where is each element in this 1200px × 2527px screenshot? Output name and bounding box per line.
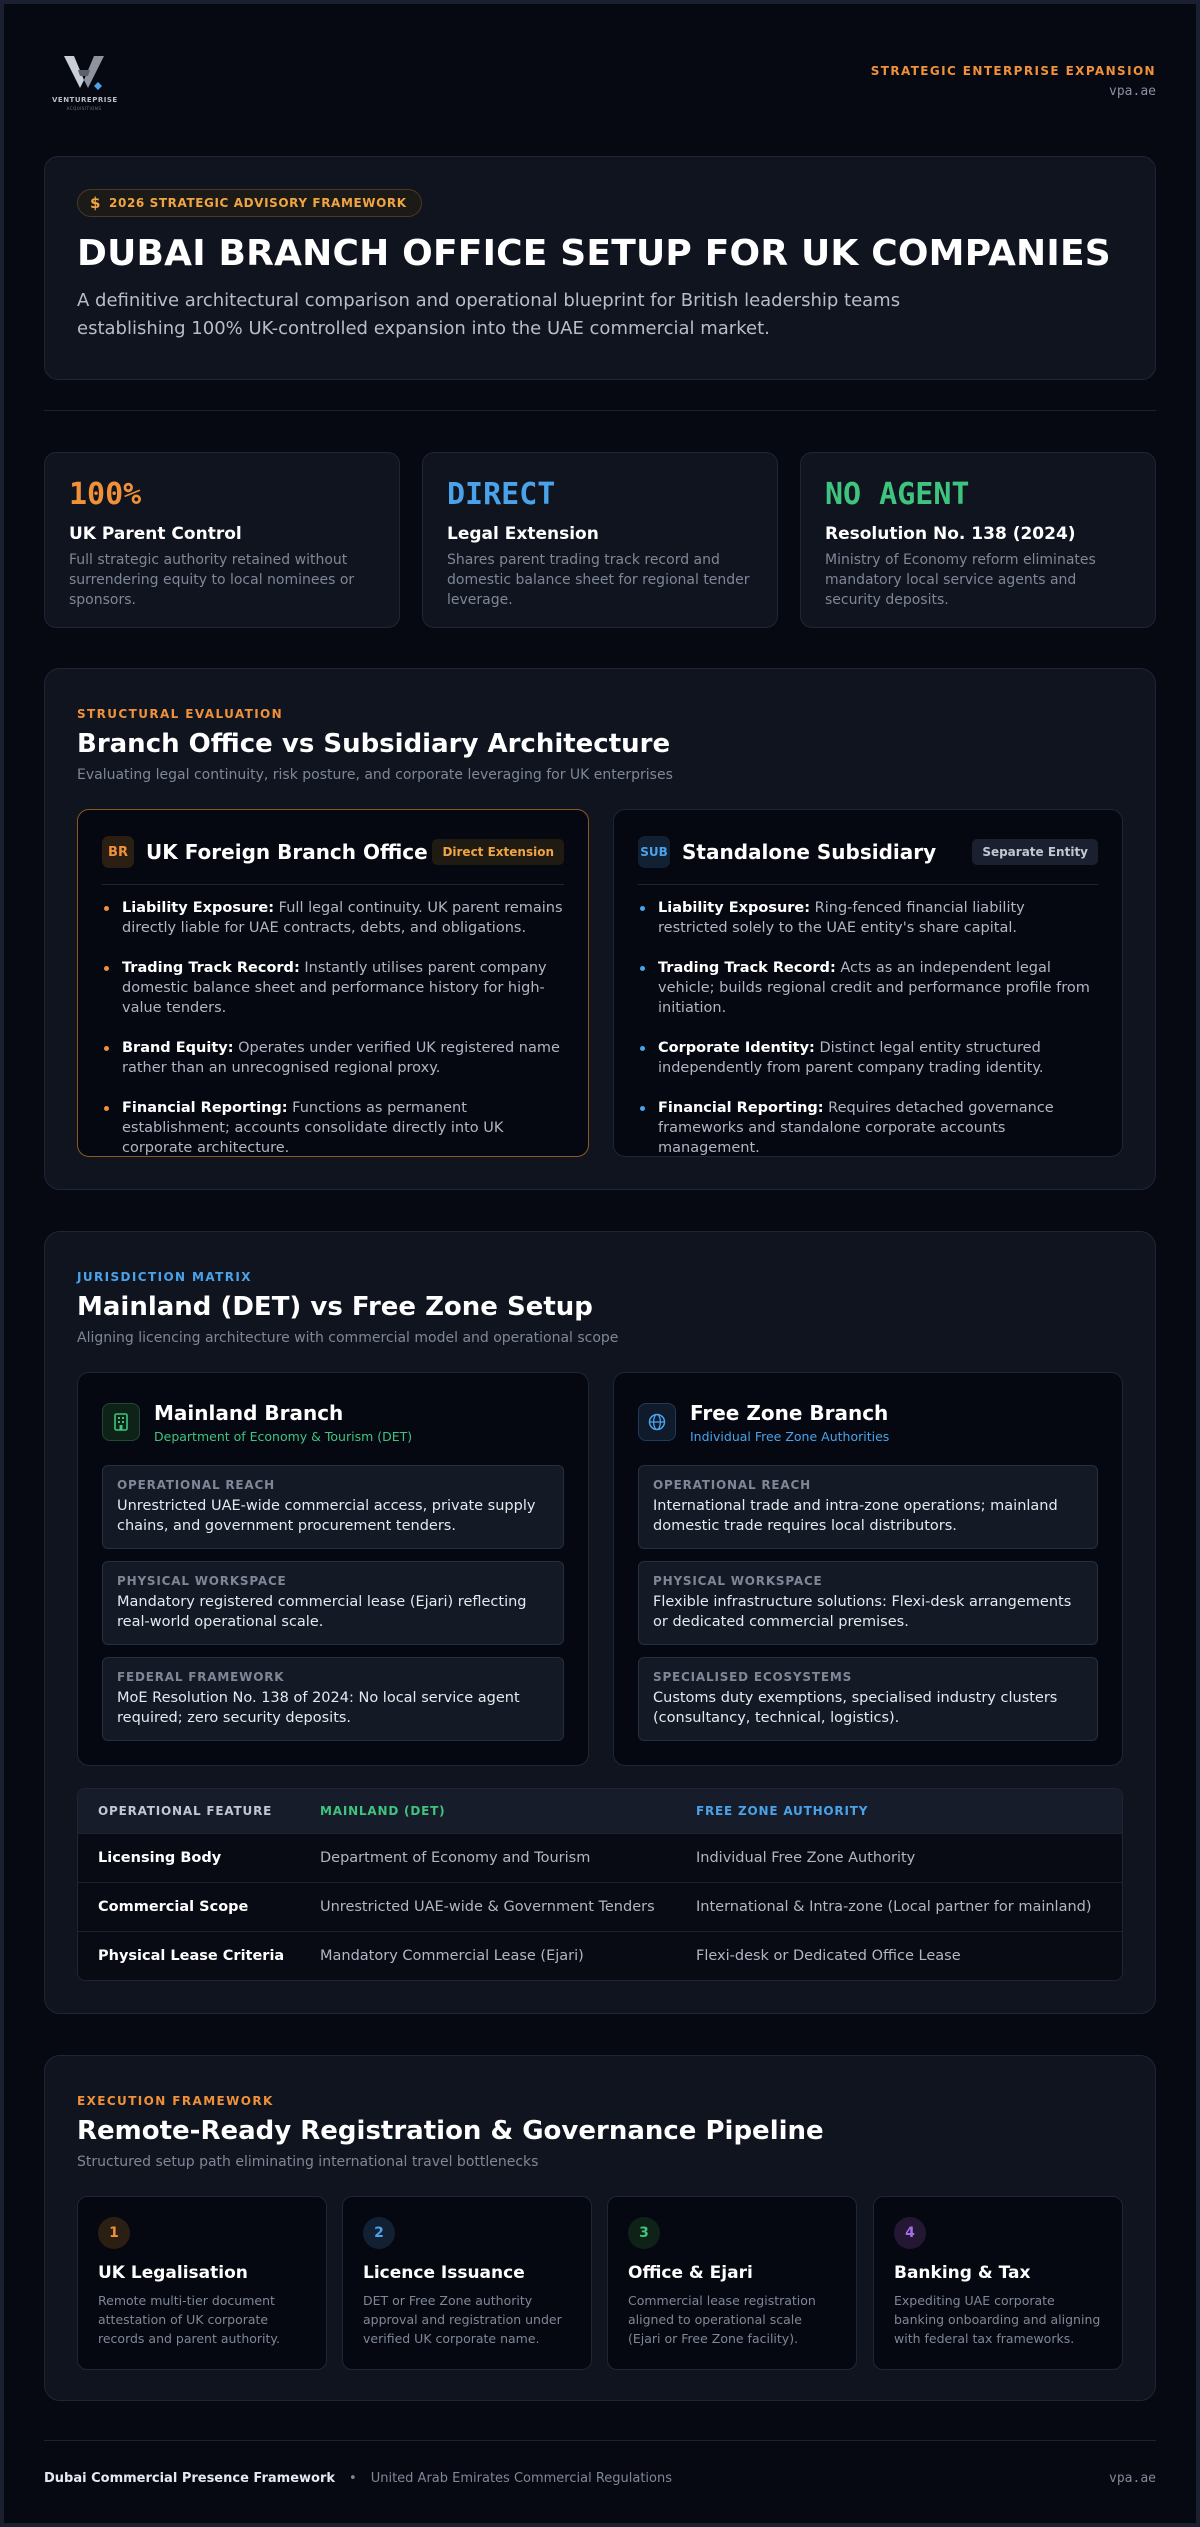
- card-header: [638, 834, 1098, 870]
- direct-extension-tag: Direct Extension: [432, 839, 564, 865]
- info-box: [638, 1465, 1098, 1549]
- footer-title: Dubai Commercial Presence Framework: [44, 2471, 336, 2486]
- card-header: [102, 834, 564, 870]
- pipeline-step: [342, 2196, 592, 2370]
- step-number: 1: [98, 2217, 130, 2249]
- step-description: Commercial lease registration aligned to operational scale (Ejari or Free Zone facility).: [628, 2293, 816, 2346]
- section-title: Remote-Ready Registration & Governance Pipeline: [77, 2116, 824, 2146]
- header-kicker: STRATEGIC ENTERPRISE EXPANSION: [870, 64, 1156, 78]
- info-box-text: Customs duty exemptions, specialised industry clusters (consultancy, technical, logistics).: [653, 1690, 1058, 1726]
- brand-logo[interactable]: [52, 52, 116, 116]
- pipeline-step: [607, 2196, 857, 2370]
- card-title: Free Zone Branch: [690, 1401, 889, 1425]
- card-title: Mainland Branch: [154, 1401, 344, 1425]
- section-title: Mainland (DET) vs Free Zone Setup: [77, 1292, 593, 1322]
- jurisdiction-section: [44, 1231, 1156, 2014]
- footer: [44, 2440, 1156, 2510]
- building-icon: [102, 1403, 140, 1441]
- execution-section: [44, 2055, 1156, 2401]
- info-box-label: PHYSICAL WORKSPACE: [117, 1574, 287, 1588]
- hero-panel: [44, 156, 1156, 380]
- subsidiary-badge-icon: SUB: [638, 836, 670, 868]
- stat-description: Full strategic authority retained without surrendering equity to local nominees or sponsors.: [69, 552, 355, 608]
- list-item: Trading Track Record: Instantly utilises parent company domestic balance sheet and performance history for high-value tenders.: [102, 958, 564, 1018]
- list-item: Liability Exposure: Ring-fenced financial liability restricted solely to the UAE entity's share capital.: [638, 898, 1098, 938]
- pipeline-step: [77, 2196, 327, 2370]
- table-row: [78, 1882, 1122, 1931]
- step-title: Banking & Tax: [894, 2263, 1031, 2283]
- info-box-text: Flexible infrastructure solutions: Flexi-desk arrangements or dedicated commercial premises.: [653, 1594, 1072, 1630]
- column-header: OPERATIONAL FEATURE: [98, 1804, 273, 1818]
- comparison-table: [77, 1788, 1123, 1981]
- mainland-card: [77, 1372, 589, 1766]
- step-title: Licence Issuance: [363, 2263, 525, 2283]
- stat-value: NO AGENT: [825, 477, 970, 512]
- info-box-label: FEDERAL FRAMEWORK: [117, 1670, 285, 1684]
- branch-feature-list: [102, 898, 564, 1178]
- info-box-text: Mandatory registered commercial lease (Ejari) reflecting real-world operational scale.: [117, 1594, 527, 1630]
- subsidiary-feature-list: [638, 898, 1098, 1178]
- table-header-row: [78, 1789, 1122, 1833]
- section-subtitle: Aligning licencing architecture with commercial model and operational scope: [77, 1330, 619, 1346]
- step-title: UK Legalisation: [98, 2263, 248, 2283]
- card-header: [638, 1401, 1098, 1451]
- column-header: FREE ZONE AUTHORITY: [696, 1804, 869, 1818]
- info-box-label: PHYSICAL WORKSPACE: [653, 1574, 823, 1588]
- page-title: DUBAI BRANCH OFFICE SETUP FOR UK COMPANIES: [77, 233, 1111, 274]
- table-cell: International & Intra-zone (Local partner for mainland): [696, 1899, 1092, 1915]
- header: [44, 48, 1156, 118]
- table-cell: Commercial Scope: [98, 1899, 249, 1915]
- stat-card-legal: [422, 452, 778, 628]
- info-box-label: SPECIALISED ECOSYSTEMS: [653, 1670, 853, 1684]
- stat-value: DIRECT: [447, 477, 556, 512]
- table-cell: Unrestricted UAE-wide & Government Tenders: [320, 1899, 655, 1915]
- page-subtitle: A definitive architectural comparison and operational blueprint for British leadership teams establishing 100% UK-controlled expansion into the UAE commercial market.: [77, 290, 901, 339]
- table-row: [78, 1931, 1122, 1980]
- list-item: Corporate Identity: Distinct legal entity structured independently from parent company trading identity.: [638, 1038, 1098, 1078]
- stat-value: 100%: [69, 477, 142, 512]
- info-box-text: MoE Resolution No. 138 of 2024: No local service agent required; zero security deposits.: [117, 1690, 520, 1726]
- step-number: 3: [628, 2217, 660, 2249]
- authority-label: Individual Free Zone Authorities: [690, 1429, 890, 1444]
- footer-text: United Arab Emirates Commercial Regulations: [370, 2471, 673, 2486]
- framework-badge: [77, 189, 422, 217]
- header-meta: [871, 64, 1156, 99]
- pipeline-step: [873, 2196, 1123, 2370]
- card-divider: [102, 884, 564, 885]
- card-title: Standalone Subsidiary: [682, 840, 937, 864]
- globe-icon: [638, 1403, 676, 1441]
- card-divider: [638, 884, 1098, 885]
- footer-domain-link[interactable]: vpa.ae: [1109, 2471, 1156, 2486]
- table-cell: Mandatory Commercial Lease (Ejari): [320, 1948, 584, 1964]
- list-item: Financial Reporting: Functions as permanent establishment; accounts consolidate directly into UK corporate architecture.: [102, 1098, 564, 1158]
- table-cell: Licensing Body: [98, 1850, 222, 1866]
- stat-description: Shares parent trading track record and domestic balance sheet for regional tender leverage.: [447, 552, 750, 608]
- section-title: Branch Office vs Subsidiary Architecture: [77, 729, 671, 759]
- subsidiary-card: [613, 809, 1123, 1157]
- info-box-text: Unrestricted UAE-wide commercial access, private supply chains, and government procurement tenders.: [117, 1498, 536, 1534]
- table-cell: Physical Lease Criteria: [98, 1948, 285, 1964]
- framework-badge-label: 2026 STRATEGIC ADVISORY FRAMEWORK: [109, 196, 407, 210]
- table-cell: Flexi-desk or Dedicated Office Lease: [696, 1948, 961, 1964]
- stat-cards: [44, 452, 1156, 628]
- step-title: Office & Ejari: [628, 2263, 753, 2283]
- branch-office-card: [77, 809, 589, 1157]
- step-description: Expediting UAE corporate banking onboarding and aligning with federal tax frameworks.: [894, 2293, 1101, 2346]
- step-description: DET or Free Zone authority approval and registration under verified UK corporate name.: [363, 2293, 562, 2346]
- venture-logo-icon: [60, 52, 108, 92]
- stat-card-agent: [800, 452, 1156, 628]
- authority-label: Department of Economy & Tourism (DET): [154, 1429, 413, 1444]
- info-box: [102, 1561, 564, 1645]
- section-subtitle: Evaluating legal continuity, risk posture, and corporate leveraging for UK enterprises: [77, 767, 673, 783]
- list-item: Financial Reporting: Requires detached governance frameworks and standalone corporate accounts management.: [638, 1098, 1098, 1158]
- card-header: [102, 1401, 564, 1451]
- info-box-text: International trade and intra-zone operations; mainland domestic trade requires local distributors.: [653, 1498, 1058, 1534]
- stat-title: Resolution No. 138 (2024): [825, 524, 1076, 544]
- structural-section: [44, 668, 1156, 1190]
- stat-description: Ministry of Economy reform eliminates mandatory local service agents and security deposits.: [825, 552, 1096, 608]
- step-description: Remote multi-tier document attestation of UK corporate records and parent authority.: [98, 2293, 281, 2346]
- stat-title: Legal Extension: [447, 524, 599, 544]
- step-number: 4: [894, 2217, 926, 2249]
- section-divider: [44, 410, 1156, 411]
- list-item: Liability Exposure: Full legal continuity. UK parent remains directly liable for UAE contracts, debts, and obligations.: [102, 898, 564, 938]
- section-kicker: STRUCTURAL EVALUATION: [77, 707, 284, 721]
- footer-left: [44, 2471, 672, 2486]
- stat-card-control: [44, 452, 400, 628]
- info-box: [638, 1561, 1098, 1645]
- logo-subtext: ACQUISITIONS: [66, 106, 102, 111]
- info-box-label: OPERATIONAL REACH: [117, 1478, 275, 1492]
- table-cell: Department of Economy and Tourism: [320, 1850, 591, 1866]
- logo-text: VENTUREPRISE: [52, 96, 118, 104]
- dollar-icon: $: [90, 194, 102, 212]
- step-number: 2: [363, 2217, 395, 2249]
- section-kicker: JURISDICTION MATRIX: [77, 1270, 252, 1284]
- separate-entity-tag: Separate Entity: [972, 839, 1098, 865]
- info-box: [102, 1657, 564, 1741]
- branch-badge-icon: BR: [102, 836, 134, 868]
- list-item: Trading Track Record: Acts as an independent legal vehicle; builds regional credit and performance profile from initiation.: [638, 958, 1098, 1018]
- list-item: Brand Equity: Operates under verified UK registered name rather than an unrecognised regional proxy.: [102, 1038, 564, 1078]
- info-box-label: OPERATIONAL REACH: [653, 1478, 811, 1492]
- column-header: MAINLAND (DET): [320, 1804, 446, 1818]
- table-cell: Individual Free Zone Authority: [696, 1850, 916, 1866]
- stat-title: UK Parent Control: [69, 524, 242, 544]
- table-row: [78, 1833, 1122, 1882]
- section-subtitle: Structured setup path eliminating international travel bottlenecks: [77, 2154, 539, 2170]
- info-box: [102, 1465, 564, 1549]
- info-box: [638, 1657, 1098, 1741]
- section-kicker: EXECUTION FRAMEWORK: [77, 2094, 274, 2108]
- freezone-card: [613, 1372, 1123, 1766]
- card-title: UK Foreign Branch Office: [146, 840, 428, 864]
- header-domain-link[interactable]: vpa.ae: [1109, 84, 1156, 99]
- footer-separator: •: [349, 2471, 357, 2486]
